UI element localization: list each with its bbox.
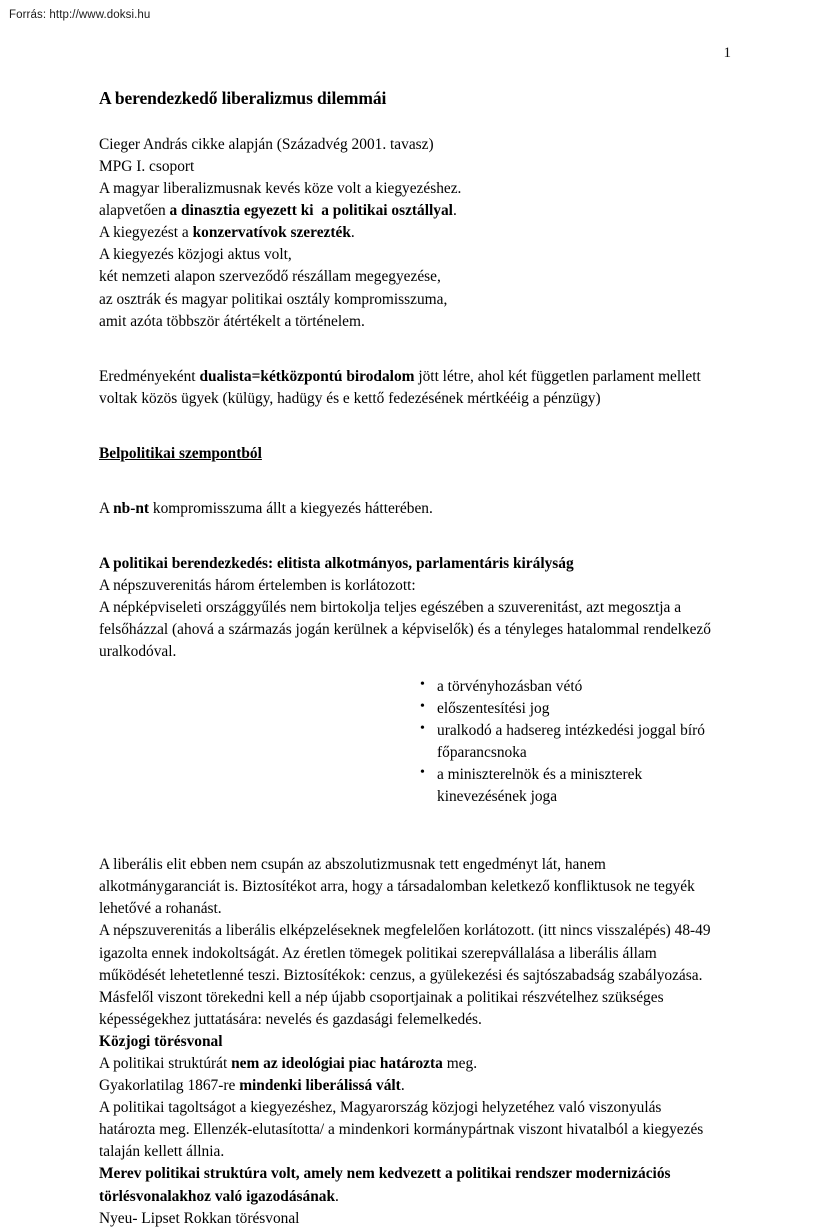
spacer <box>99 664 713 676</box>
section-heading-domestic-politics-wrap <box>99 443 713 465</box>
source-watermark: Forrás: http://www.doksi.hu <box>9 9 151 21</box>
nbnt-line <box>99 498 713 520</box>
page-title: A berendezkedő liberalizmus dilemmái <box>99 88 387 108</box>
text-suffix: kompromisszuma állt a kiegyezés hátterében. <box>149 500 433 517</box>
intro-line: MPG I. csoport <box>99 157 195 175</box>
list-item: • a miniszterelnök és a miniszterek kinevezésének joga <box>420 764 709 808</box>
spacer <box>99 410 713 443</box>
bold-phrase: Merev politikai struktúra volt, amely nem kedvezett a politikai rendszer modernizációs törlésvonalakhoz való igazodásának <box>99 1165 671 1205</box>
intro-block <box>99 134 713 333</box>
intro-line: két nemzeti alapon szerveződő részállam megegyezése, <box>99 268 441 286</box>
sovereignty-limits-paragraph: A népszuverenitás a liberális elképzeléseknek megfelelően korlátozott. (itt nincs visszalépés) 48-49 igazolta ennek indokoltságát. Az éretlen tömegek politikai szerepvállalása a liberális állam működését lehetetlenné teszi. Biztosítékok: cenzus, a gyülekezési és sajtószabadság szabályozása. Másfelől viszont törekedni kell a nép újabb csoportjainak a politikai részvételhez szükséges képességekhez juttatására: nevelés és gazdasági felemelkedés. <box>99 922 711 1028</box>
text-prefix: alapvetően <box>99 202 170 220</box>
page-number: 1 <box>723 45 731 61</box>
rigid-structure-paragraph <box>99 1163 713 1207</box>
intro-line: amit azóta többször átértékelt a történelem. <box>99 312 365 330</box>
section-heading-political-system: A politikai berendezkedés: elitista alkotmányos, parlamentáris királyság <box>99 555 574 573</box>
emphasis-line-dynasty <box>99 200 713 222</box>
intro-line: A magyar liberalizmusnak kevés köze volt a kiegyezéshez. <box>99 180 462 198</box>
text-suffix: . <box>400 1077 405 1095</box>
bold-phrase: konzervatívok szerezték <box>192 224 351 242</box>
spacer <box>99 808 713 854</box>
bold-phrase: dualista=kétközpontú birodalom <box>199 367 415 385</box>
text-suffix: . <box>350 224 355 242</box>
document-content <box>99 88 713 1230</box>
sovereignty-paragraph: A népképviseleti országgyűlés nem birtokolja teljes egészében a szuverenitást, azt megosztja a felsőházzal (ahová a származás jogán kerülnek a képviselők) és a tényleges hatalommal rendelkező uralkodóval. <box>99 599 711 661</box>
result-paragraph <box>99 366 713 410</box>
spacer <box>99 520 713 553</box>
text-prefix: Gyakorlatilag 1867-re <box>99 1077 240 1095</box>
spacer <box>99 465 713 498</box>
text-prefix: A <box>99 500 114 517</box>
text-suffix: . <box>452 202 457 220</box>
text-suffix: jött létre, ahol két független parlament mellett voltak közös ügyek (külügy, hadügy és e kettő fedezésének mértkééig a pénzügy) <box>99 367 701 407</box>
bold-phrase: nb-nt <box>113 500 150 517</box>
text-prefix: A politikai struktúrát <box>99 1054 232 1072</box>
intro-line: az osztrák és magyar politikai osztály kompromisszuma, <box>99 290 448 308</box>
structure-line-1867 <box>99 1075 713 1097</box>
liberal-elite-paragraph: A liberális elit ebben nem csupán az abszolutizmusnak tett engedményt lát, hanem alkotmánygaranciát is. Biztosítékot arra, hogy a társadalomban keletkező konfliktusok ne tegyék lehetővé a rohanást. <box>99 856 695 918</box>
bold-phrase: a dinasztia egyezett ki a politikai osztállyal <box>169 202 453 220</box>
text-prefix: Eredményeként <box>99 367 200 385</box>
closing-line: Nyeu- Lipset Rokkan törésvonal <box>99 1209 300 1227</box>
bold-phrase: mindenki liberálissá vált <box>239 1077 401 1095</box>
section-heading-domestic-politics: Belpolitikai szempontból <box>99 444 262 462</box>
list-item: • a törvényhozásban vétó <box>420 676 709 698</box>
structure-line-ideology <box>99 1053 713 1075</box>
intro-line: A kiegyezés közjogi aktus volt, <box>99 246 292 264</box>
list-item: • uralkodó a hadsereg intézkedési joggal bíró főparancsnoka <box>420 720 709 764</box>
spacer <box>99 333 713 366</box>
section-heading-public-law-cleavage: Közjogi törésvonal <box>99 1032 223 1050</box>
intro-line: Cieger András cikke alapján (Századvég 2001. tavasz) <box>99 135 434 153</box>
emphasis-line-conservatives <box>99 222 713 244</box>
bold-phrase: nem az ideológiai piac határozta <box>231 1054 443 1072</box>
list-item: • előszentesítési jog <box>420 698 709 720</box>
text-prefix: A kiegyezést a <box>99 224 193 242</box>
fragmentation-paragraph: A politikai tagoltságot a kiegyezéshez, Magyarország közjogi helyzetéhez való viszonyulás határozta meg. Ellenzék-elutasította/ a mindenkori kormánypártnak viszont hivatalból a kiegyezés talaján kellett állnia. <box>99 1099 704 1161</box>
monarch-powers-list <box>99 676 713 809</box>
text-suffix: meg. <box>442 1054 478 1072</box>
text-suffix: . <box>335 1187 339 1205</box>
sovereignty-intro: A népszuverenitás három értelemben is korlátozott: <box>99 577 416 595</box>
